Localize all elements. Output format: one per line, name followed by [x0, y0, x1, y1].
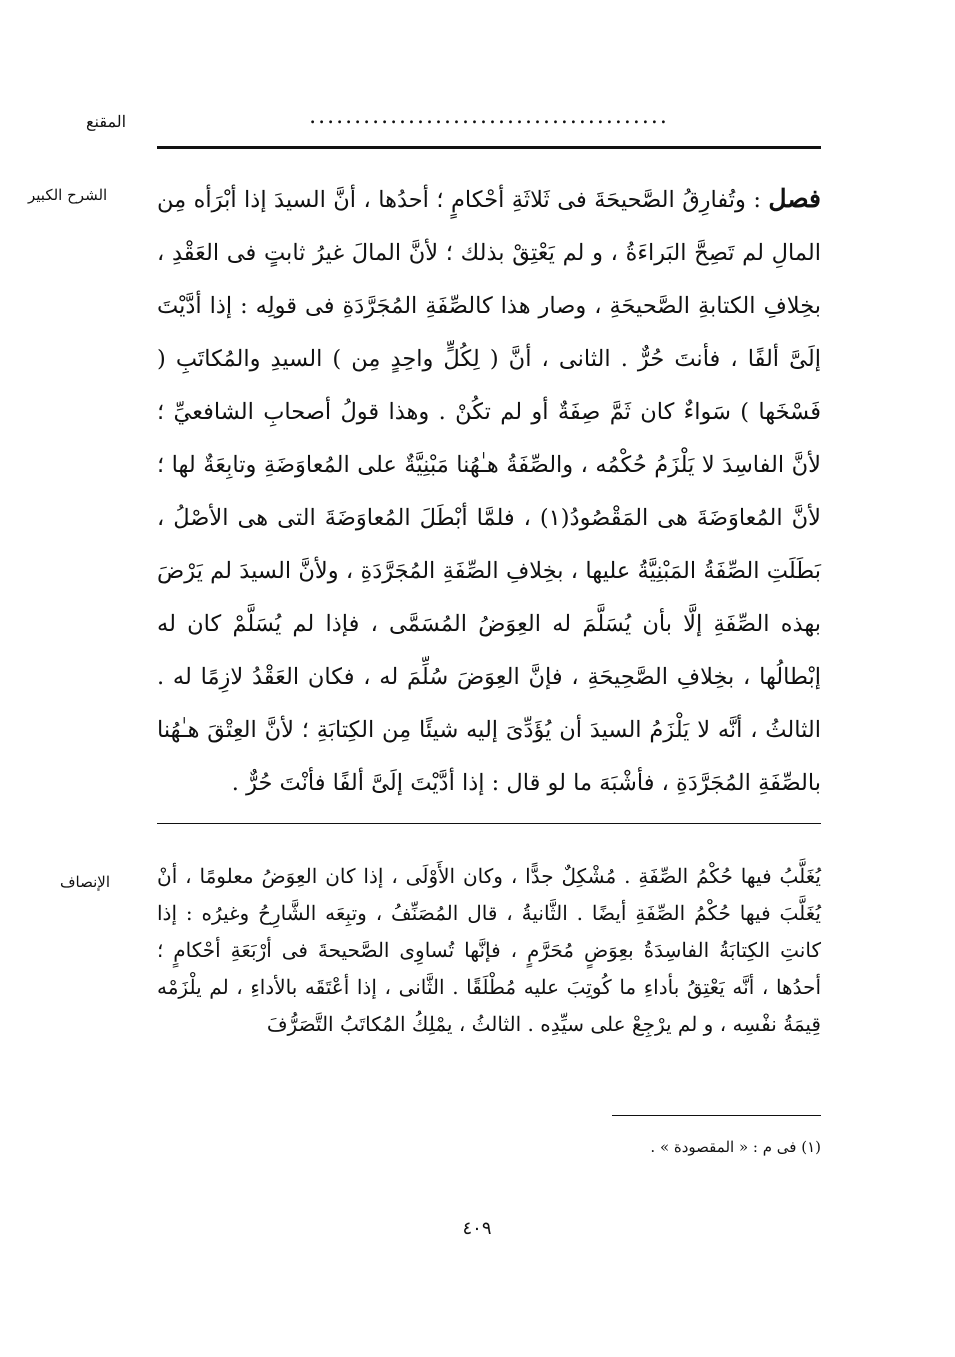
page-number: ٤٠٩	[462, 1218, 492, 1239]
footnote: (١) فى م : « المقصودة » .	[650, 1138, 821, 1156]
side-label-sharh: الشرح الكبير	[28, 186, 108, 204]
main-commentary-text	[157, 172, 821, 812]
insaf-text: يُغَلَّبُ فيها حُكْمُ الصِّفَةِ . مُشْكِلٌ جدًّا ، وكان الأَوْلَى ، إذا كان العِوَضُ معلومًا ، أنْ يُغَلَّبَ فيها حُكْمُ الصِّفَةِ أيضًا . الثَّانيةُ ، قال المُصَنِّفُ ، وتبِعَه الشَّارِحُ وغيرُه : إذا كانتِ الكِتابَةُ الفاسِدَةُ بعِوَضٍ مُحَرَّمٍ ، فإنَّها تُساوِى الصَّحيحةَ فى أرْبَعَةِ أحْكامٍ ؛ أحدُها ، أنَّه يَعْتِقُ بأداءِ ما كُوتِبَ عليه مُطْلَقًا . الثَّانى ، إذا أعْتَقَه بالأداءِ ، لم يلْزَمْه قِيمَةُ نفْسِه ، و لم يرْجِعْ على سيِّدِه . الثالثُ ، يمْلِكُ المُكاتَبُ التَّصَرُّفَ	[157, 864, 821, 1036]
section-heading: فصل	[768, 184, 821, 213]
running-head-title: المقنع	[86, 112, 127, 131]
main-commentary-body: : وتُفارِقُ الصَّحيحَةَ فى ثَلاثَةِ أحْكامٍ ؛ أحدُها ، أنَّ السيدَ إذا أبْرَأه مِن المالِ لم تَصِحَّ البَراءَةُ ، و لم يَعْتِقْ بذلك ؛ لأنَّ المالَ غيرُ ثابتٍ فى العَقْدِ ، بخِلافِ الكتابةِ الصَّحيحَةِ ، وصار هذا كالصِّفَةِ المُجَرَّدَةِ فى قولِه : إذا أدَّيْتَ إلَىَّ ألفًا ، فأنتَ حُرٌّ . الثانى ، أنَّ ( لِكُلٍّ واحِدٍ مِن ) السيدِ والمُكاتَبِ ( فَسْخَها ) سَواءٌ كان ثَمَّ صِفَةٌ أو لم تكُنْ . وهذا قولُ أصحابِ الشافعيِّ ؛ لأنَّ الفاسِدَ لا يَلْزَمُ حُكْمُه ، والصِّفَةُ هـٰهُنا مَبْنِيَّةٌ على المُعاوَضَةِ وتابِعَةٌ لها ؛ لأنَّ المُعاوَضَةَ هى المَقْصُودُ(١) ، فلمَّا أبْطَلَ المُعاوَضَةَ التى هى الأصْلُ ، بَطَلَتِ الصِّفَةُ المَبْنِيَّةُ عليها ، بخِلافِ الصِّفَةِ المُجَرَّدَةِ ، ولأنَّ السيدَ لم يَرْضَ بهذه الصِّفَةِ إلَّا بأن يُسَلَّمَ له العِوَضُ المُسَمَّى ، فإذا لم يُسَلَّمْ كان له إبْطالُها ، بخِلافِ الصَّحِيحَةِ ، فإنَّ العِوَضَ سُلِّمَ له ، فكان العَقْدُ لازِمًا له . الثالثُ ، أنَّه لا يَلْزَمُ السيدَ أن يُؤَدِّىَ إليه شيئًا مِن الكِتابَةِ ؛ لأنَّ العِتْقَ هـٰهُنا بالصِّفَةِ المُجَرَّدَةِ ، فأشْبَهَ ما لو قال : إذا أدَّيْتَ إلَىَّ ألفًا فأنْتَ حُرٌّ .	[157, 187, 822, 796]
running-head-leader-dots: ........................................	[309, 107, 669, 127]
side-label-insaf: الإنصاف	[60, 873, 111, 891]
footnote-rule	[612, 1115, 821, 1116]
section-divider	[157, 823, 821, 824]
header-rule	[157, 146, 821, 149]
